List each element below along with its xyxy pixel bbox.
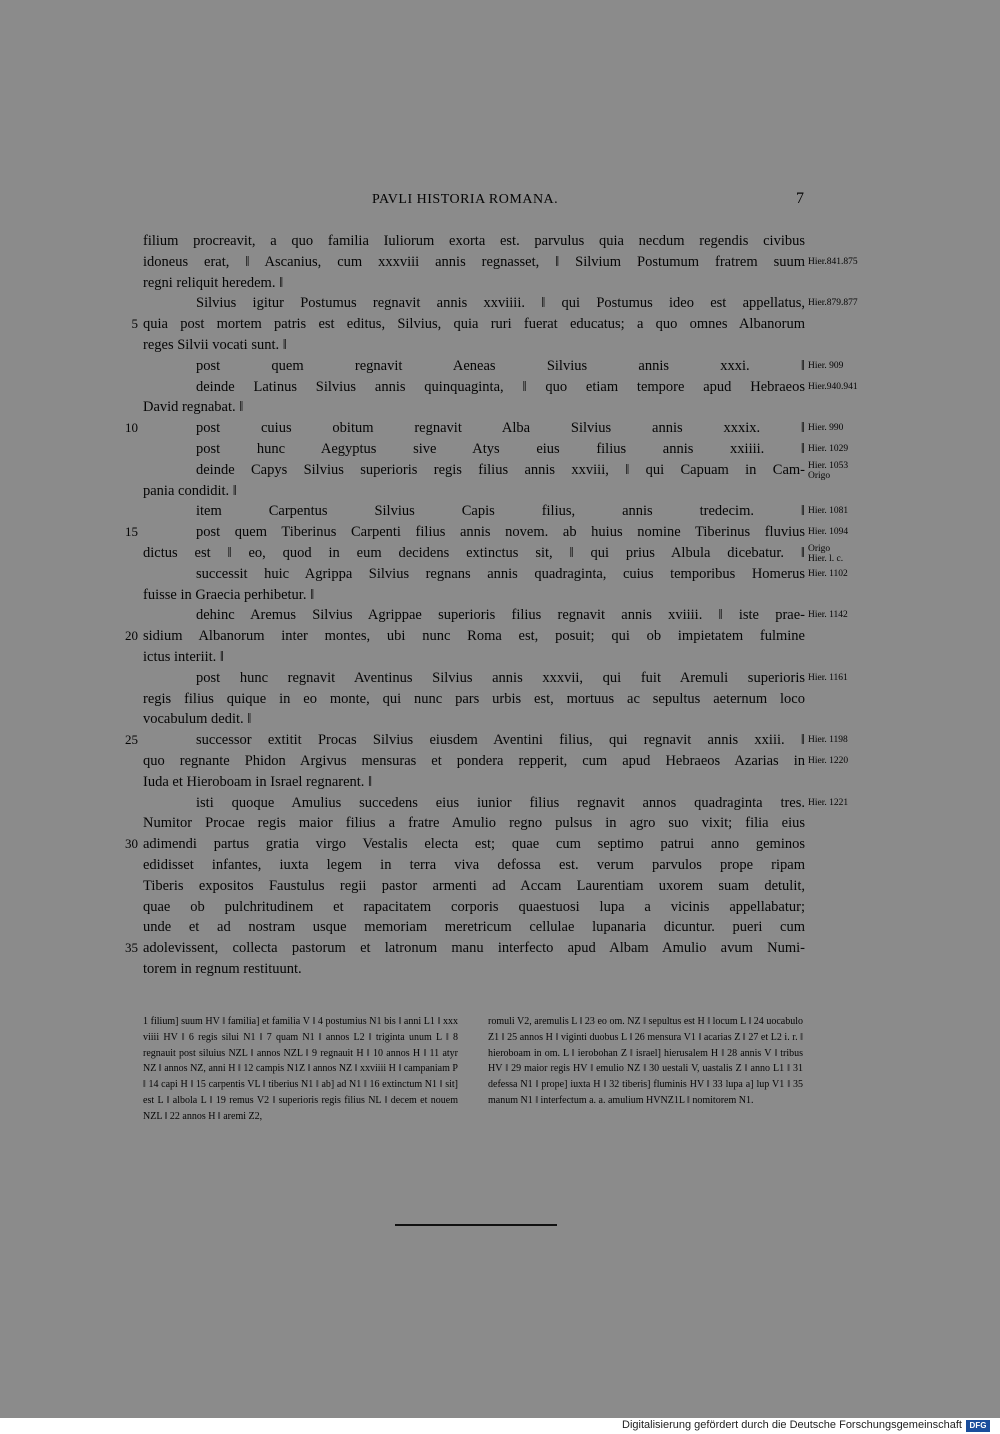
line-text: quae ob pulchritudinem et rapacitatem corporis quaestuosi lupa a vicinis appellabatur;: [143, 898, 805, 915]
line-number: 35: [125, 940, 138, 956]
margin-reference-text: Hier. 1142: [808, 610, 848, 621]
text-line: [0, 647, 1000, 667]
line-text: filium procreavit, a quo familia Iuliorum exorta est. parvulus quia necdum regendis civibus: [143, 233, 805, 249]
running-title: PAVLI HISTORIA ROMANA.: [372, 192, 559, 207]
line-number: 10: [125, 420, 138, 436]
line-text: idoneus erat, ‖ Ascanius, cum xxxviii annis regnasset, ‖ Silvium Postumum fratrem suum: [143, 253, 805, 270]
margin-reference-text: Hier. 1094: [808, 527, 849, 538]
line-text: fuisse in Graecia perhibetur. ‖: [143, 586, 315, 603]
line-text: successit huic Agrippa Silvius regnans annis quadraginta, cuius temporibus Homerus: [196, 565, 805, 582]
text-line: [0, 585, 1000, 605]
line-text: post hunc Aegyptus sive Atys eius filius annis xxiiii. ‖: [196, 441, 805, 457]
text-line: [0, 231, 1000, 251]
text-line: [0, 397, 1000, 417]
text-line: [0, 709, 1000, 729]
margin-reference-text: Hier.841.875: [808, 256, 858, 267]
text-line: [0, 668, 1000, 688]
margin-reference: [808, 798, 880, 808]
text-line: [0, 938, 1000, 958]
margin-reference-text: Hier. 1221: [808, 797, 849, 808]
line-text: unde et ad nostram usque memoriam meretricum cellulae lupanaria dicuntur. pueri cum: [143, 919, 805, 936]
line-text: post quem Tiberinus Carpenti filius annis novem. ab huius nomine Tiberinus fluvius: [196, 524, 805, 541]
margin-reference-text: Hier. 1220: [808, 756, 849, 766]
margin-reference-text: Hier. 990: [808, 423, 844, 434]
line-text: sidium Albanorum inter montes, ubi nunc Roma est, posuit; qui ob impietatem fulmine: [143, 628, 805, 645]
margin-reference: [808, 461, 880, 481]
text-line: [0, 377, 1000, 397]
page-number: 7: [796, 190, 804, 207]
text-line: [0, 834, 1000, 854]
apparatus-column-right: romuli V2, aremulis L ‖ 23 eo om. NZ ‖ sepultus est H ‖ locum L ‖ 24 uocabulo Z1 ‖ 25 annos H ‖ viginti duobus L ‖ 26 mensura V1 ‖ acarias Z ‖ 27 et L2 i. r. ‖ hieroboam in om. L ‖ ierobohan Z ‖ israel] hierusalem H ‖ 28 annis V ‖ tribus HV ‖ 29 maior regis HV ‖ emulio NZ ‖ 30 uestali V, uastalis Z ‖ anno L1 ‖ 31 defessa N1 ‖ prope] iuxta H ‖ 32 tiberis] fluminis HV ‖ 33 lupa a] lup V1 ‖ 35 manum N1 ‖ interfectum a. a. amulium HVNZ1L ‖ nomitorem N1.: [488, 1016, 803, 1106]
bottom-rule: [395, 1224, 557, 1226]
margin-reference-text: Hier.879.877: [808, 298, 858, 309]
margin-reference: [808, 756, 880, 766]
text-line: [0, 813, 1000, 833]
margin-reference-text: Hier.940.941: [808, 381, 858, 392]
margin-reference: [808, 361, 880, 371]
text-line: [0, 897, 1000, 917]
footer-bar: [0, 1418, 1000, 1434]
margin-reference-text: Hier. 1029: [808, 444, 849, 454]
line-text: dictus est ‖ eo, quod in eum decidens extinctus sit, ‖ qui prius Albula dicebatur. ‖: [143, 545, 805, 561]
margin-reference: [808, 569, 880, 579]
text-line: [0, 959, 1000, 979]
line-number: 15: [125, 524, 138, 540]
text-line: [0, 793, 1000, 813]
margin-reference-text: Hier. 1198: [808, 735, 848, 746]
text-line: [0, 481, 1000, 501]
line-text: regis filius quique in eo monte, qui nunc pars urbis est, mortuus ac sepultus aeternum loco: [143, 690, 805, 707]
line-number: 5: [131, 316, 138, 332]
text-line: [0, 626, 1000, 646]
line-number: 25: [125, 732, 138, 748]
apparatus-column-left: 1 filium] suum HV ‖ familia] et familia V ‖ 4 postumius N1 bis ‖ anni L1 ‖ xxx viiii HV ‖ 6 regis silui N1 ‖ 7 quam N1 ‖ annos L2 ‖ triginta unum L ‖ 8 regnauit post siluius NZL ‖ annos NZL ‖ 9 regnauit H ‖ 10 annos H ‖ 11 atyr NZ ‖ annos NZ, anni H ‖ 12 campis N1Z ‖ annos NZ ‖ xxviiii H ‖ campaniam P ‖ 14 capi H ‖ 15 carpentis VL ‖ tiberius N1 ‖ ab] ad N1 ‖ 16 extinctum N1 ‖ sit] est L ‖ albola L ‖ 19 remus V2 ‖ superioris regis filius NL ‖ decem et nouem NZL ‖ 22 annos H ‖ aremi Z2,: [143, 1016, 458, 1122]
line-text: edidisset infantes, iuxta legem in terra viva defossa est. verum parvulos prope ripam: [143, 857, 805, 873]
line-text: adolevissent, collecta pastorum et latronum manu interfecto apud Albam Amulio avum Numi-: [143, 940, 805, 957]
line-text: post quem regnavit Aeneas Silvius annis xxxi. ‖: [196, 357, 805, 374]
line-text: Tiberis expositos Faustulus regii pastor armenti ad Accam Laurentiam uxorem suam detulit,: [143, 877, 805, 894]
line-text: David regnabat. ‖: [143, 399, 244, 416]
margin-reference: [808, 298, 880, 308]
text-line: [0, 460, 1000, 480]
line-text: ictus interiit. ‖: [143, 649, 224, 665]
text-line: [0, 917, 1000, 937]
margin-reference: [808, 506, 880, 516]
margin-reference-text: Hier. 909: [808, 360, 844, 371]
line-text: dehinc Aremus Silvius Agrippae superioris filius regnavit annis xviiii. ‖ iste prae-: [196, 607, 805, 624]
margin-reference: [808, 610, 880, 620]
line-text: deinde Latinus Silvius annis quinquaginta, ‖ quo etiam tempore apud Hebraeos: [196, 378, 805, 395]
margin-reference: [808, 382, 880, 392]
text-line: [0, 605, 1000, 625]
margin-reference: [808, 423, 880, 433]
line-number: 30: [125, 836, 138, 852]
line-text: vocabulum dedit. ‖: [143, 711, 252, 728]
text-line: [0, 501, 1000, 521]
margin-reference: [808, 735, 880, 745]
line-text: adimendi partus gratia virgo Vestalis electa est; quae cum septimo patrui anno geminos: [143, 836, 805, 853]
margin-reference: [808, 444, 880, 454]
margin-reference: [808, 257, 880, 267]
text-line: [0, 293, 1000, 313]
text-line: [0, 522, 1000, 542]
funding-notice: Digitalisierung gefördert durch die Deutsche Forschungsgemeinschaft: [622, 1419, 962, 1431]
text-line: [0, 689, 1000, 709]
line-text: post cuius obitum regnavit Alba Silvius annis xxxix. ‖: [196, 420, 805, 437]
line-text: isti quoque Amulius succedens eius iunior filius regnavit annos quadraginta tres.: [196, 794, 805, 811]
margin-reference: [808, 527, 880, 537]
line-number: 20: [125, 628, 138, 644]
text-line: [0, 751, 1000, 771]
line-text: quia post mortem patris est editus, Silvius, quia ruri fuerat educatus; a quo omnes Albanorum: [143, 316, 805, 333]
line-text: Silvius igitur Postumus regnavit annis xxviiii. ‖ qui Postumus ideo est appellatus,: [196, 295, 805, 312]
line-text: post hunc regnavit Aventinus Silvius annis xxxvii, qui fuit Aremuli superioris: [196, 669, 805, 686]
text-line: [0, 543, 1000, 563]
line-text: item Carpentus Silvius Capis filius, annis tredecim. ‖: [196, 503, 805, 520]
line-text: reges Silvii vocati sunt. ‖: [143, 337, 287, 353]
text-line: [0, 564, 1000, 584]
page-header: [0, 192, 1000, 212]
line-text: regni reliquit heredem. ‖: [143, 274, 284, 291]
margin-reference-text: Hier. 1102: [808, 568, 848, 579]
text-line: [0, 855, 1000, 875]
line-text: torem in regnum restituunt.: [143, 961, 302, 977]
text-line: [0, 252, 1000, 272]
line-text: Numitor Procae regis maior filius a fratre Amulio regno pulsus in agro suo vixit; filia eius: [143, 815, 805, 832]
text-line: [0, 439, 1000, 459]
margin-reference-text: Hier. l. c.: [808, 554, 844, 564]
margin-reference: [808, 673, 880, 683]
line-text: deinde Capys Silvius superioris regis filius annis xxviii, ‖ qui Capuam in Cam-: [196, 461, 805, 478]
margin-reference-text: Hier. 1081: [808, 506, 849, 517]
text-line: [0, 772, 1000, 792]
text-line: [0, 356, 1000, 376]
text-line: [0, 730, 1000, 750]
line-text: successor extitit Procas Silvius eiusdem Aventini filius, qui regnavit annis xxiii. ‖: [196, 732, 805, 749]
dfg-logo-icon: DFG: [966, 1420, 990, 1432]
text-line: [0, 273, 1000, 293]
line-text: Iuda et Hieroboam in Israel regnarent. ‖: [143, 773, 373, 790]
text-line: [0, 335, 1000, 355]
margin-reference-text: Hier. 1053: [808, 460, 849, 471]
line-text: quo regnante Phidon Argivus mensuras et pondera repperit, cum apud Hebraeos Azarias in: [143, 753, 805, 769]
margin-reference-text: Hier. 1161: [808, 672, 848, 683]
text-line: [0, 876, 1000, 896]
margin-reference: [808, 544, 880, 564]
text-line: [0, 314, 1000, 334]
margin-reference-text: Origo: [808, 470, 831, 481]
text-line: [0, 418, 1000, 438]
line-text: pania condidit. ‖: [143, 482, 237, 499]
margin-reference-text: Origo: [808, 544, 831, 554]
